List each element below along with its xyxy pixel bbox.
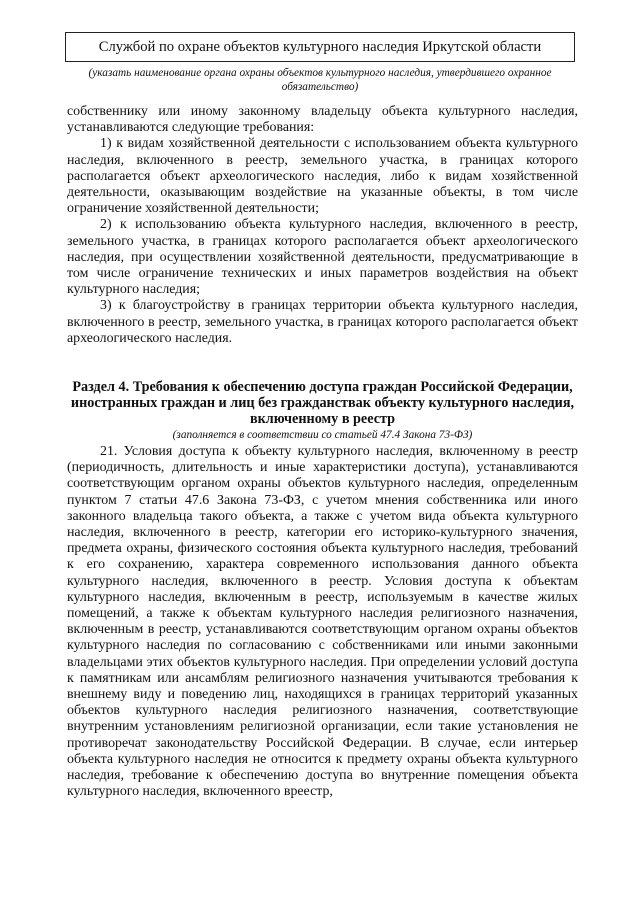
authority-name-caption: (указать наименование органа охраны объектов культурного наследия, утвердившего охранное обязательство) — [88, 67, 552, 93]
requirement-item-1: 1) к видам хозяйственной деятельности с использованием объекта культурного наследия, включенного в реестр, земельного участка, в границах которого располагается объект археологического наследия, либо к видам хозяйственной деятельности, оказывающим воздействие на указанные объекты, в том числе ограничение хозяйственной деятельности; — [67, 136, 578, 217]
requirement-item-3: 3) к благоустройству в границах территории объекта культурного наследия, включенного в реестр, земельного участка, в границах которого располагается объект археологического наследия. — [67, 298, 578, 346]
requirement-item-2: 2) к использованию объекта культурного наследия, включенного в реестр, земельного участка, в границах которого располагается объект археологического наследия, при осуществлении хозяйственной деятельности, предусматривающие в том числе ограничение технических и иных параметров воздействия на объект культурного наследия; — [67, 217, 578, 298]
authority-name-field — [65, 32, 575, 62]
section-4-note: (заполняется в соответствии со статьей 47.4 Закона 73-ФЗ) — [172, 429, 473, 441]
requirements-block — [67, 104, 578, 347]
section-4-body — [67, 444, 578, 800]
paragraph-21: 21. Условия доступа к объекту культурного наследия, включенному в реестр (периодичность, длительность и иные характеристики доступа), устанавливаются соответствующим органом охраны объектов культурного наследия, определенным пунктом 7 статьи 47.6 Закона 73-ФЗ, с учетом мнения собственника или иного законного владельца такого объекта, а также с учетом вида объекта культурного наследия, включенного в реестр, категории его историко-культурного значения, предмета охраны, физического состояния объекта культурного наследия, требований к его сохранению, характера современного использования данного объекта культурного наследия, включенного в реестр. Условия доступа к объектам культурного наследия, включенным в реестр, используемым в качестве жилых помещений, а также к объектам культурного наследия религиозного назначения, включенным в реестр, устанавливаются соответствующим органом охраны объектов культурного наследия по согласованию с собственниками или иными законными владельцами этих объектов культурного наследия. При определении условий доступа к памятникам или ансамблям религиозного назначения учитываются требования к внешнему виду и поведению лиц, находящихся в границах территорий указанных объектов культурного наследия религиозного назначения, соответствующие внутренним установлениям религиозной организации, если такие установления не противоречат законодательству Российской Федерации. В случае, если интерьер объекта культурного наследия не относится к предмету охраны объекта культурного наследия, требование к обеспечению доступа во внутренние помещения объекта культурного наследия, включенного вреестр, — [67, 444, 578, 800]
requirements-intro: собственнику или иному законному владельцу объекта культурного наследия, устанавливаются следующие требования: — [67, 104, 578, 136]
section-4-heading: Раздел 4. Требования к обеспечению доступа граждан Российской Федерации, иностранных граждан и лиц без гражданствак объекту культурного наследия, включенному в реестр — [70, 379, 575, 428]
authority-name-text: Службой по охране объектов культурного наследия Иркутской области — [98, 39, 542, 55]
